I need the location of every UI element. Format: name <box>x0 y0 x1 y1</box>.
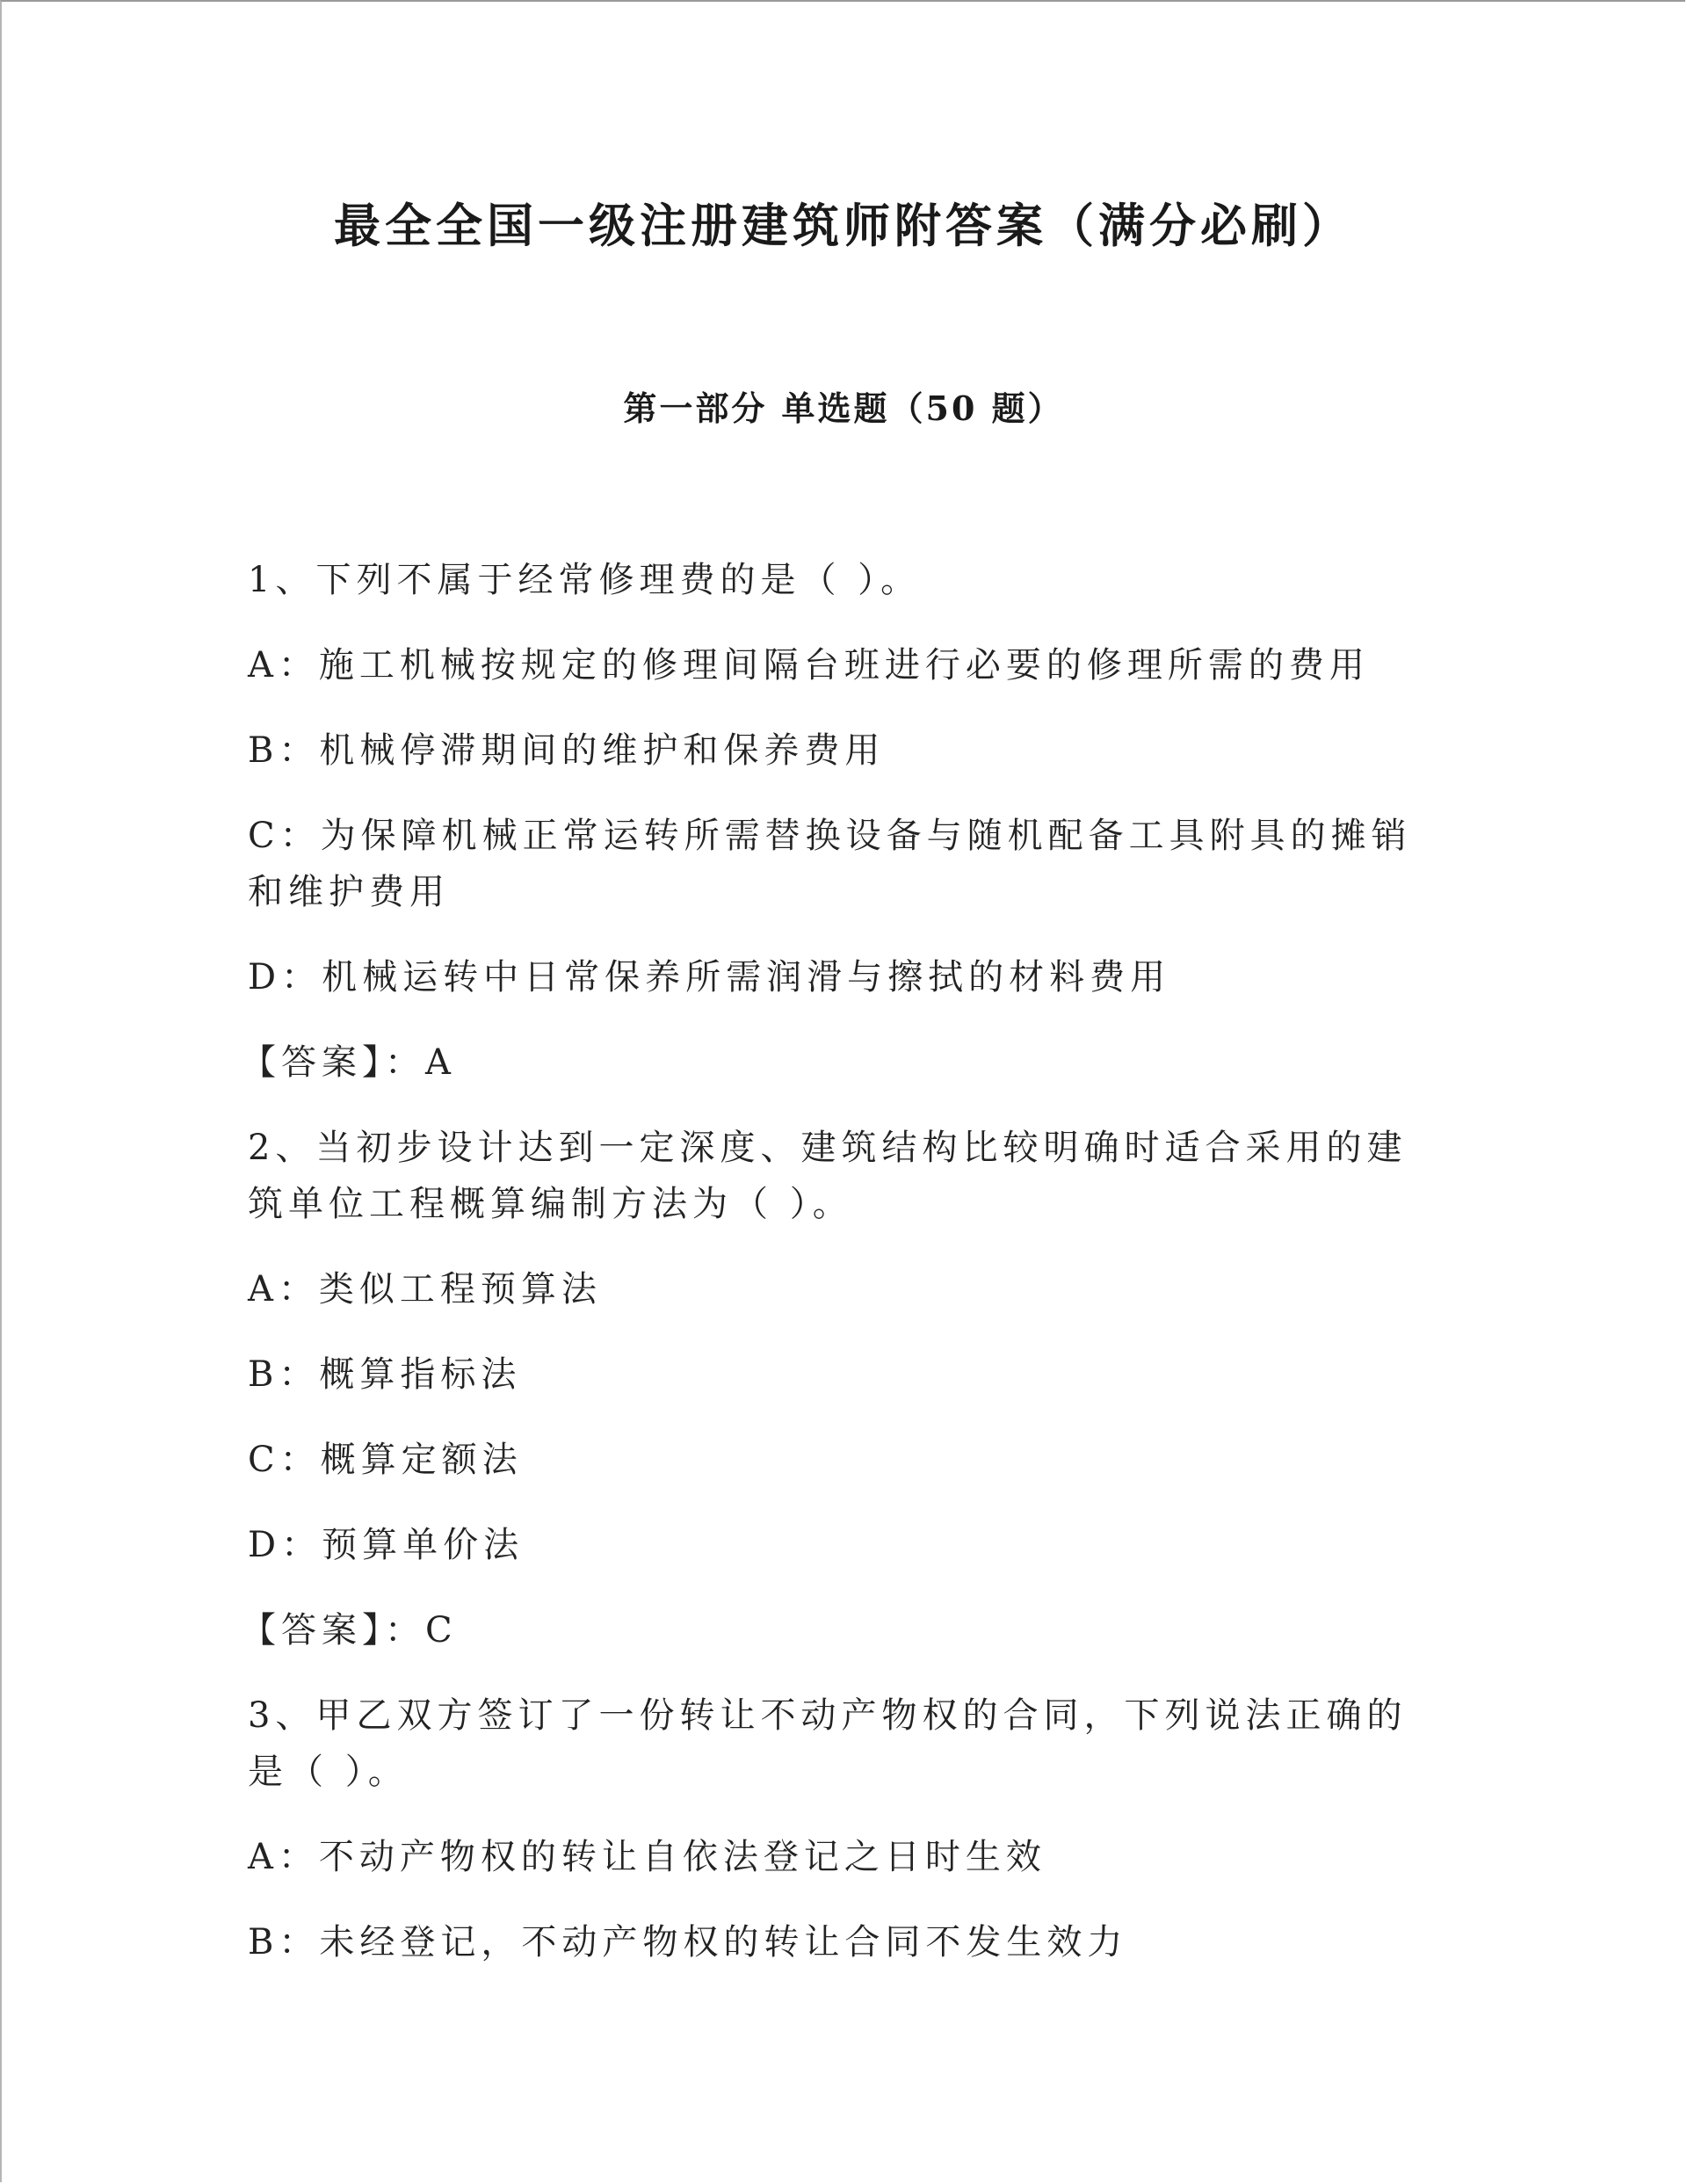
question-list <box>241 552 1434 1999</box>
option-c: C：为保障机械正常运转所需替换设备与随机配备工具附具的摊销和维护费用 <box>248 816 1412 912</box>
document-title: 最全全国一级注册建筑师附答案（满分必刷） <box>334 199 1353 253</box>
option-b: B：未经登记，不动产物权的转让合同不发生效力 <box>248 1922 1128 1963</box>
question-stem: 1、下列不属于经常修理费的是（ ）。 <box>248 560 922 600</box>
section-title: 第一部分 单选题（50 题） <box>623 388 1064 428</box>
option-d: D：机械运转中日常保养所需润滑与擦拭的材料费用 <box>248 957 1171 998</box>
option-d: D：预算单价法 <box>248 1525 525 1565</box>
option-b: B：概算指标法 <box>248 1354 522 1395</box>
answer-label: 【答案】：C <box>241 1610 458 1651</box>
question-stem: 2、当初步设计达到一定深度、建筑结构比较明确时适合采用的建筑单位工程概算编制方法为（ ）。 <box>248 1128 1408 1224</box>
answer-label: 【答案】：A <box>241 1042 456 1083</box>
option-a: A：类似工程预算法 <box>248 1269 602 1310</box>
question-stem: 3、甲乙双方签订了一份转让不动产物权的合同，下列说法正确的是（ ）。 <box>248 1695 1408 1792</box>
option-a: A：不动产物权的转让自依法登记之日时生效 <box>248 1837 1046 1877</box>
option-a: A：施工机械按规定的修理间隔台班进行必要的修理所需的费用 <box>248 645 1370 686</box>
option-c: C：概算定额法 <box>248 1440 523 1480</box>
option-b: B：机械停滞期间的维护和保养费用 <box>248 730 886 771</box>
